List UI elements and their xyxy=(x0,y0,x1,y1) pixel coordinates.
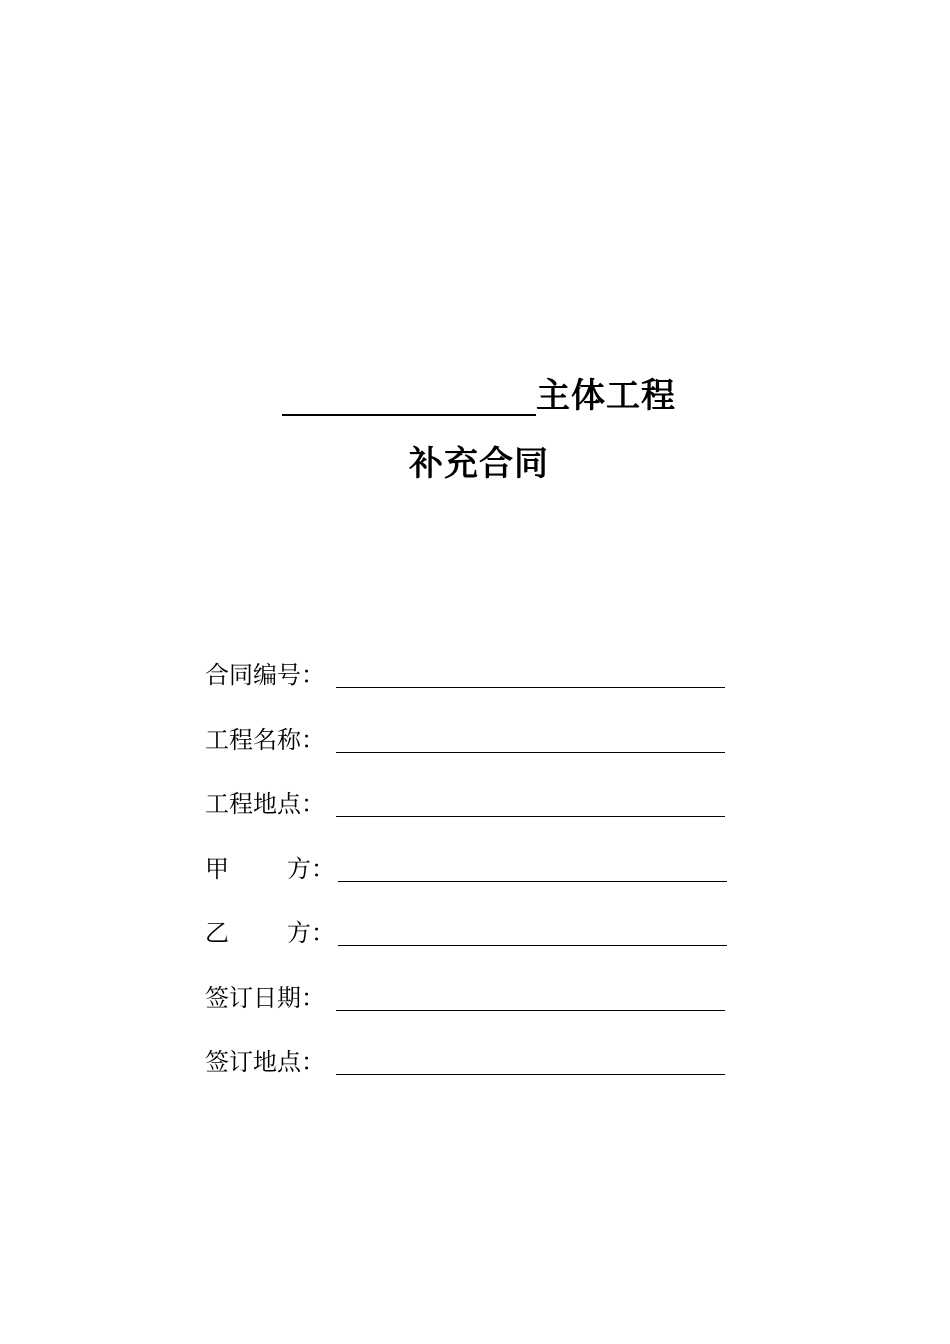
field-row-signing-date xyxy=(205,981,735,1046)
field-row-project-name xyxy=(205,723,735,788)
field-row-party-a xyxy=(205,852,735,917)
title-suffix: 主体工程 xyxy=(536,376,676,416)
field-label: 签订日期： xyxy=(205,983,325,1012)
field-label: 工程地点： xyxy=(205,790,325,818)
field-row-project-location xyxy=(205,787,735,852)
field-label: 签订地点： xyxy=(205,1048,325,1076)
document-title: 补充合同 xyxy=(409,444,549,484)
field-label xyxy=(205,916,335,950)
title-line-1 xyxy=(282,370,676,416)
field-row-signing-location xyxy=(205,1045,735,1110)
field-label xyxy=(205,852,335,886)
field-blank-line xyxy=(338,881,727,882)
field-row-party-b xyxy=(205,916,735,981)
field-label-second: 方： xyxy=(287,919,335,947)
field-label-first: 甲 xyxy=(205,854,229,883)
project-name-blank xyxy=(282,376,536,416)
field-label: 工程名称： xyxy=(205,725,325,754)
field-label-second: 方： xyxy=(287,854,335,883)
cover-fields xyxy=(205,658,735,1110)
field-blank-line xyxy=(336,752,725,753)
field-label: 合同编号： xyxy=(205,661,325,689)
field-blank-line xyxy=(336,1010,725,1011)
field-blank-line xyxy=(336,816,725,817)
field-blank-line xyxy=(336,687,725,688)
field-row-contract-number xyxy=(205,658,735,723)
field-blank-line xyxy=(336,1074,725,1075)
field-blank-line xyxy=(338,945,727,946)
field-label-first: 乙 xyxy=(205,919,229,947)
